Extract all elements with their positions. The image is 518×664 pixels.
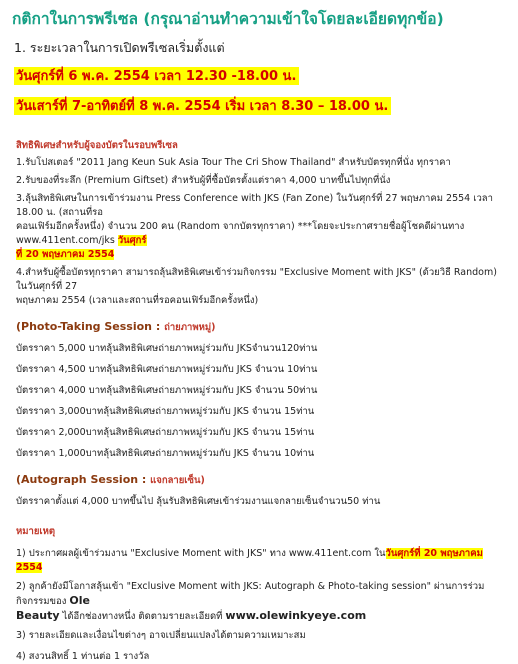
photo-row: บัตรราคา 4,000 บาทลุ้นสิทธิพิเศษถ่ายภาพหมู่ร่วมกับ JKS จำนวน 50ท่าน [16, 385, 318, 396]
photo-session-title: (Photo-Taking Session : [16, 320, 165, 333]
photo-row: บัตรราคา 5,000 บาทลุ้นสิทธิพิเศษถ่ายภาพหมู่ร่วมกับ JKSจำนวน120ท่าน [16, 343, 318, 354]
privileges-heading: สิทธิพิเศษสำหรับผู้จองบัตรในรอบพรีเซล [16, 140, 178, 151]
presale-day1-wrap [14, 65, 508, 85]
privilege-item-3-highlight-a: วันศุกร์ [117, 235, 147, 246]
note-2-brand-a: Ole [69, 594, 90, 607]
privilege-item-3-text: คอนเฟิร์มอีกครั้งหนึ่ง) จำนวน 200 คน (Random จากบัตรทุกราคา) ***โดยจะประกาศรายชื่อผู้โชคดีผ่านทาง www.411ent.com/jks [16, 221, 465, 246]
photo-session-subtitle: ถ่ายภาพหมู่) [164, 322, 216, 333]
note-1-highlight: วันศุกร์ที่ 20 พฤษภาคม 2554 [16, 548, 483, 573]
autograph-session-subtitle: แจกลายเซ็น) [150, 475, 205, 486]
autograph-session-title: (Autograph Session : [16, 473, 151, 486]
note-2-line2 [16, 609, 508, 624]
note-1-text: 1) ประกาศผลผู้เข้าร่วมงาน "Exclusive Moment with JKS" ทาง www.411ent.com ใน [16, 548, 386, 559]
presale-period-label: 1. ระยะเวลาในการเปิดพรีเซลเริ่มตั้งแต่ [14, 40, 225, 55]
autograph-session-heading [16, 473, 508, 488]
photo-row: บัตรราคา 1,000บาทลุ้นสิทธิพิเศษถ่ายภาพหมู่ร่วมกับ JKS จำนวน 10ท่าน [16, 448, 315, 459]
privilege-item-3-highlight-b: ที่ 20 พฤษภาคม 2554 [16, 249, 115, 260]
privilege-item-4-line1: 4.สำหรับผู้ซื้อบัตรทุกราคา สามารถลุ้นสิทธิพิเศษเข้าร่วมกิจกรรม "Exclusive Moment with JKS" (ด้วยวิธี Random) ในวันศุกร์ที่ 27 [16, 267, 497, 292]
note-2-mid-text: ได้อีกช่องทางหนึ่ง ติดตามรายละเอียดที่ [59, 611, 226, 622]
note-2 [16, 580, 508, 624]
presale-day1: วันศุกร์ที่ 6 พ.ค. 2554 เวลา 12.30 -18.00 น. [14, 67, 299, 85]
note-3: 3) รายละเอียดและเงื่อนไขต่างๆ อาจเปลี่ยนแปลงได้ตามความเหมาะสม [16, 630, 306, 641]
privilege-item-3-line1: 3.ลุ้นสิทธิพิเศษในการเข้าร่วมงาน Press Conference with JKS (Fan Zone) ในวันศุกร์ที่ 27 พฤษภาคม 2554 เวลา 18.00 น. (สถานที่รอ [16, 193, 493, 218]
privilege-item-3-line2 [16, 220, 508, 248]
privilege-item-1: 1.รับโปสเตอร์ "2011 Jang Keun Suk Asia Tour The Cri Show Thailand" สำหรับบัตรทุกที่นั่ง ทุกราคา [16, 157, 451, 168]
presale-day2: วันเสาร์ที่ 7-อาทิตย์ที่ 8 พ.ค. 2554 เริ่ม เวลา 8.30 – 18.00 น. [14, 97, 391, 115]
page-title: กติกาในการพรีเซล (กรุณาอ่านทำความเข้าใจโดยละเอียดทุกข้อ) [12, 10, 444, 28]
note-2-brand-b: Beauty [16, 609, 60, 622]
photo-row: บัตรราคา 3,000บาทลุ้นสิทธิพิเศษถ่ายภาพหมู่ร่วมกับ JKS จำนวน 15ท่าน [16, 406, 315, 417]
privilege-item-3-line3 [16, 248, 508, 262]
note-2-url: www.olewinkyeye.com [225, 609, 367, 622]
privilege-item-2: 2.รับของที่ระลึก (Premium Giftset) สำหรับผู้ที่ซื้อบัตรตั้งแต่ราคา 4,000 บาทขึ้นไปทุกที่นั่ง [16, 175, 391, 186]
presale-day2-wrap [14, 95, 508, 115]
photo-session-heading [16, 320, 508, 335]
note-2-text: 2) ลูกค้ายังมีโอกาสลุ้นเข้า "Exclusive Moment with JKS: Autograph & Photo-taking session" ผ่านการร่วมกิจกรรมของ [16, 581, 485, 607]
photo-row: บัตรราคา 2,000บาทลุ้นสิทธิพิเศษถ่ายภาพหมู่ร่วมกับ JKS จำนวน 15ท่าน [16, 427, 315, 438]
notes-heading: หมายเหตุ [16, 526, 56, 537]
note-2-line1 [16, 580, 508, 609]
privilege-item-4-line2: พฤษภาคม 2554 (เวลาและสถานที่รอคอนเฟิร์มอีกครั้งหนึ่ง) [16, 295, 259, 306]
presale-rules-page [0, 8, 518, 662]
autograph-row: บัตรราคาตั้งแต่ 4,000 บาทขึ้นไป ลุ้นรับสิทธิพิเศษเข้าร่วมงานแจกลายเซ็นจำนวน50 ท่าน [16, 496, 381, 507]
photo-row: บัตรราคา 4,500 บาทลุ้นสิทธิพิเศษถ่ายภาพหมู่ร่วมกับ JKS จำนวน 10ท่าน [16, 364, 318, 375]
note-4: 4) สงวนสิทธิ์ 1 ท่านต่อ 1 รางวัล [16, 651, 150, 662]
